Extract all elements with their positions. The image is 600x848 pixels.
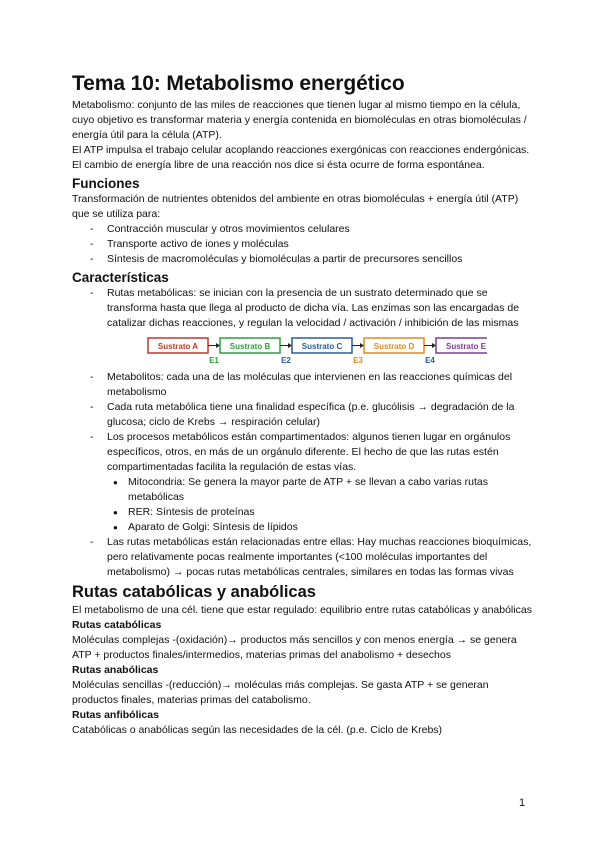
anfibolicas-text: Catabólicas o anabólicas según las necesidades de la cél. (p.e. Ciclo de Krebs) [72,724,443,736]
list-item: - Contracción muscular y otros movimientos celulares [72,222,532,237]
document-title: Tema 10: Metabolismo energético [72,72,405,95]
catabolicas-heading: Rutas catabólicas [72,619,162,631]
compartimentacion-text: Los procesos metabólicos están compartimentados: algunos tienen lugar en orgánulos específicos, otros, en más de un orgánulo diferente. El hecho de que las rutas estén compartimentadas facilita la regulación de estas vías. [107,431,511,473]
list-item: - Las rutas metabólicas están relacionadas entre ellas: Hay muchas reacciones bioquímicas, pero relativamente pocas realmente importantes (<100 moléculas importantes del metabolismo) → pocas rutas metabólicas centrales, similares en todas las formas vivas [72,535,532,580]
catabolicas-text: Moléculas complejas -(oxidación)→ productos más sencillos y con menos energía → se genera ATP + productos finales/intermedios, materias primas del anabolismo + desechos [72,634,517,661]
organelle-list [107,475,532,535]
list-item [72,286,532,364]
list-item: - Metabolitos: cada una de las moléculas que intervienen en las reacciones químicas del metabolismo [72,370,532,400]
pathway-diagram [147,337,532,364]
funciones-text: Transformación de nutrientes obtenidos del ambiente en otras biomoléculas + energía útil (ATP) que se utiliza para: [72,193,519,220]
intro-paragraph: El ATP impulsa el trabajo celular acoplando reacciones exergónicas con reacciones endergónicas. El cambio de energía libre de una reacción nos dice si ésta ocurre de forma espontánea. [72,144,530,171]
substrate-label: Sustrato A [157,342,199,351]
substrate-label: Sustrato D [373,342,415,351]
document-content [72,70,532,738]
list-item: - Cada ruta metabólica tiene una finalidad específica (p.e. glucólisis → degradación de la glucosa; ciclo de Krebs → respiración celular) [72,400,532,430]
intro-paragraph: Metabolismo: conjunto de las miles de reacciones que tienen lugar al mismo tiempo en la célula, cuyo objetivo es transformar materia y energía contenida en biomoléculas en otras biomoléculas / energía útil para la célula (ATP). [72,99,527,141]
enzyme-label: E2 [281,356,291,364]
funciones-heading: Funciones [72,176,140,191]
list-item: - Síntesis de macromoléculas y biomoléculas a partir de precursores sencillos [72,252,532,267]
anabolicas-text: Moléculas sencillas -(reducción)→ moléculas más complejas. Se gasta ATP + se generan productos finales, materias primas del catabolismo. [72,679,489,706]
enzyme-label: E1 [209,356,219,364]
caracteristicas-heading: Características [72,270,169,285]
enzyme-label: E3 [353,356,363,364]
list-item: ● Aparato de Golgi: Síntesis de lípidos [107,520,532,535]
rutas-intro: El metabolismo de una cél. tiene que estar regulado: equilibrio entre rutas catabólicas y anabólicas [72,604,532,616]
substrate-label: Sustrato C [301,342,343,351]
substrate-label: Sustrato E [445,342,487,351]
list-item: - Transporte activo de iones y moléculas [72,237,532,252]
substrate-label: Sustrato B [229,342,271,351]
rutas-heading: Rutas catabólicas y anabólicas [72,583,316,601]
pathway-svg [147,337,487,364]
caracteristicas-list [72,286,532,580]
list-item: ● Mitocondria: Se genera la mayor parte de ATP + se llevan a cabo varias rutas metabólicas [107,475,532,505]
funciones-list [72,222,532,267]
list-item [72,430,532,535]
anabolicas-heading: Rutas anabólicas [72,664,159,676]
page-number: 1 [519,797,526,809]
list-item: ● RER: Síntesis de proteínas [107,505,532,520]
anfibolicas-heading: Rutas anfibólicas [72,709,159,721]
enzyme-label: E4 [425,356,435,364]
rutas-metabolicas-text: Rutas metabólicas: se inician con la presencia de un sustrato determinado que se transforma hasta que llega al producto de dicha vía. Las enzimas son las encargadas de catalizar dichas reacciones, y regulan la velocidad / activación / inhibición de las mismas [107,287,520,329]
